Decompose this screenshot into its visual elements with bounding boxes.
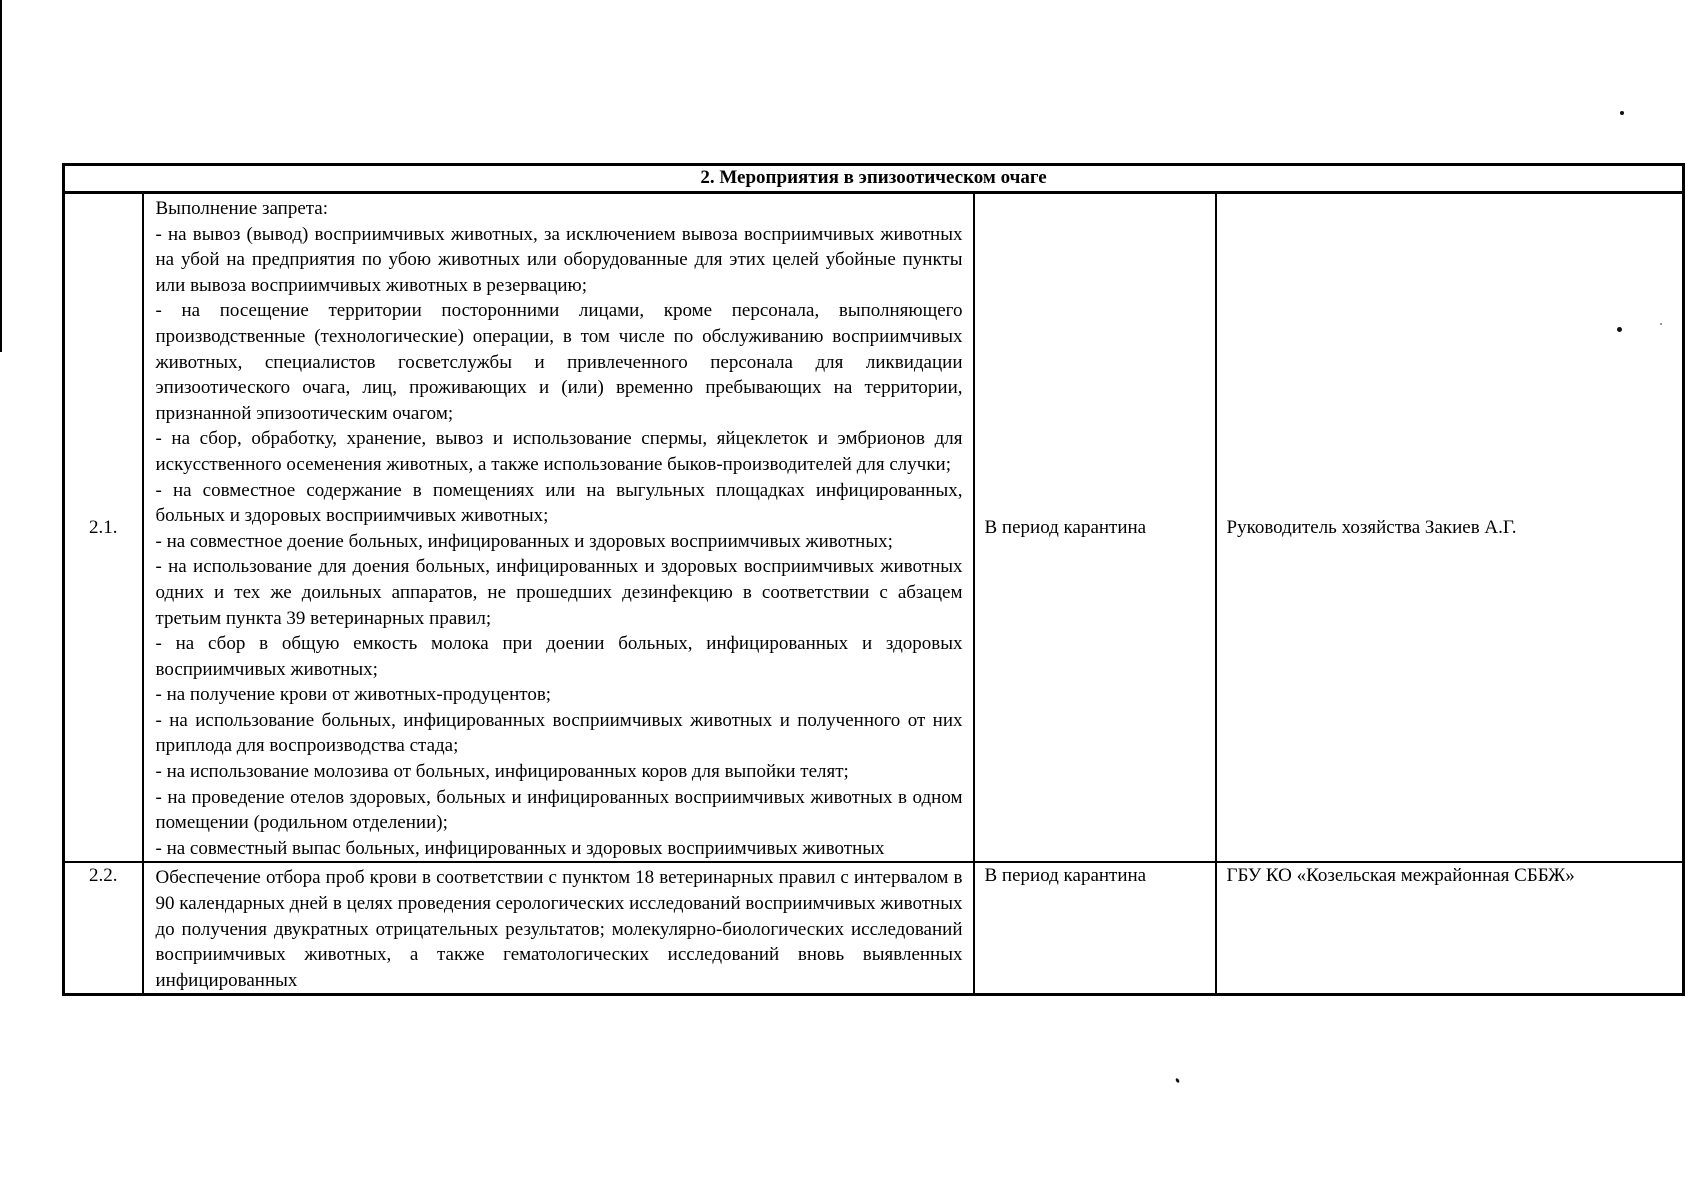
description-paragraph: - на сбор, обработку, хранение, вывоз и использование спермы, яйцеклеток и эмбрионов для искусственного осеменения животных, а также использование быков-производителей для случки; [155, 428, 963, 475]
description-paragraph: - на вывоз (вывод) восприимчивых животных, за исключением вывоза восприимчивых животных на убой на предприятия по убою животных или оборудованные для этих целей убойные пункты или вывоза восприимчивых животных в резервацию; [155, 223, 963, 296]
description-paragraph: - на использование молозива от больных, инфицированных коров для выпойки телят; [155, 761, 849, 783]
row-number: 2.1. [64, 193, 143, 863]
scan-speck [1175, 1078, 1180, 1084]
description-paragraph: - на совместный выпас больных, инфицированных и здоровых восприимчивых животных [155, 837, 885, 859]
description-paragraph: - на сбор в общую емкость молока при доении больных, инфицированных и здоровых восприимчивых животных; [155, 633, 963, 680]
scan-speck [1620, 111, 1624, 115]
description-paragraph: - на посещение территории посторонними лицами, кроме персонала, выполняющего производственные (технологические) операции, в том числе по обслуживанию восприимчивых животных, специалистов госветслужбы и привлеченного персонала для ликвидации эпизоотического очага, лиц, проживающих и (или) временно пребывающих на территории, признанной эпизоотическим очагом; [155, 300, 963, 424]
description-paragraph: - на использование больных, инфицированных восприимчивых животных и полученного от них приплода для воспроизводства стада; [155, 709, 963, 757]
term-cell: В период карантина [974, 862, 1216, 994]
description-paragraph: - на использование для доения больных, инфицированных и здоровых восприимчивых животных одних и тех же доильных аппаратов, не прошедших дезинфекцию в соответствии с абзацем третьим пункта 39 ветеринарных правил; [155, 556, 963, 629]
description-paragraph: - на совместное содержание в помещениях или на выгульных площадках инфицированных, больных и здоровых восприимчивых животных; [155, 479, 963, 527]
table-row [64, 862, 1684, 994]
measures-table [62, 163, 1685, 996]
table-row [64, 193, 1684, 863]
measure-description [143, 862, 974, 994]
row-number: 2.2. [64, 862, 143, 994]
description-paragraph: - на получение крови от животных-продуцентов; [155, 684, 552, 706]
responsible-cell: Руководитель хозяйства Закиев А.Г. [1216, 193, 1684, 863]
scan-edge-mark [0, 0, 2, 352]
description-paragraph: Обеспечение отбора проб крови в соответствии с пунктом 18 ветеринарных правил с интервалом в 90 календарных дней в целях проведения серологических исследований восприимчивых животных до получения двукратных отрицательных результатов; молекулярно-биологических исследований восприимчивых животных, а также гематологических исследований вновь выявленных инфицированных [155, 867, 963, 991]
section-header-row [64, 165, 1684, 193]
measure-description [143, 193, 974, 863]
description-paragraph: Выполнение запрета: [155, 198, 328, 219]
responsible-cell: ГБУ КО «Козельская межрайонная СББЖ» [1216, 862, 1684, 994]
description-paragraph: - на совместное доение больных, инфицированных и здоровых восприимчивых животных; [155, 530, 893, 552]
term-cell: В период карантина [974, 193, 1216, 863]
section-title: 2. Мероприятия в эпизоотическом очаге [64, 165, 1684, 193]
description-paragraph: - на проведение отелов здоровых, больных и инфицированных восприимчивых животных в одном помещении (родильном отделении); [155, 786, 963, 834]
